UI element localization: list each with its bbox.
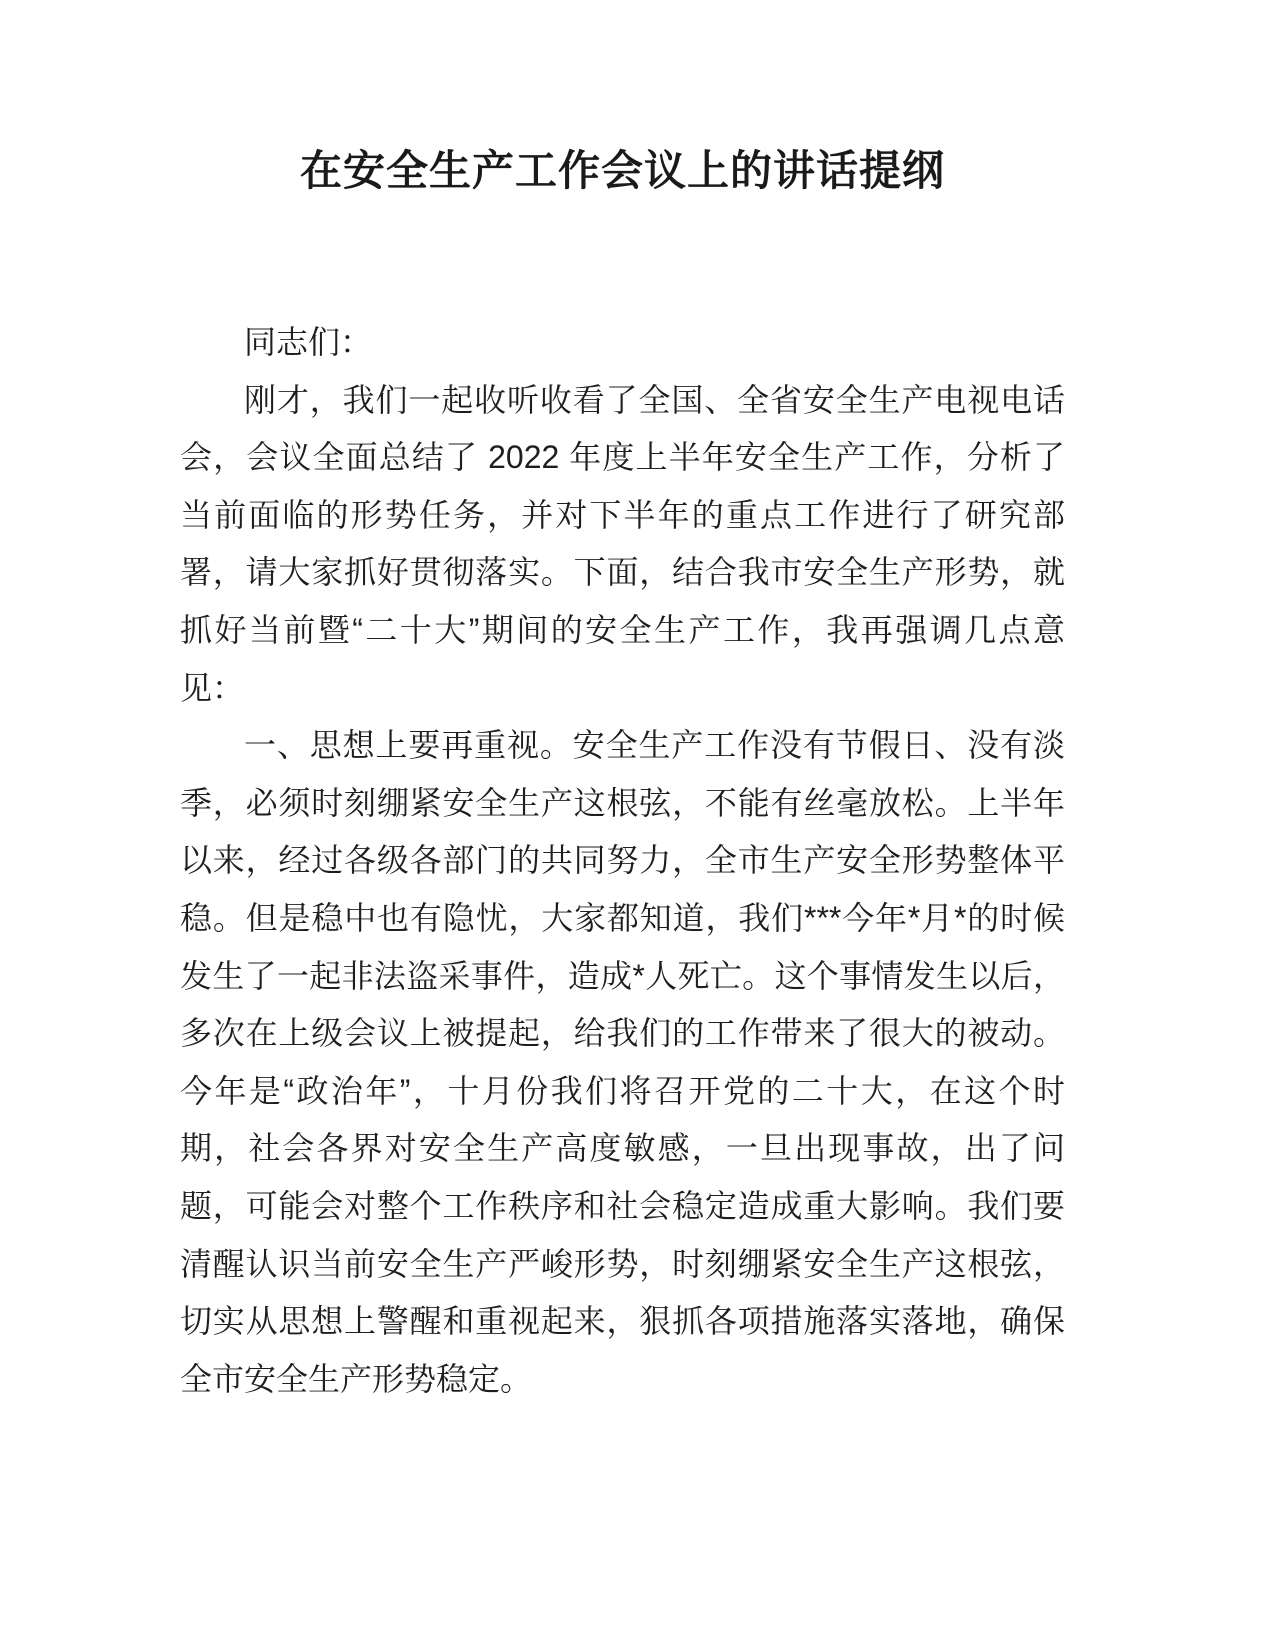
document-body: [180, 314, 1065, 1408]
document-title: 在安全生产工作会议上的讲话提纲: [299, 147, 945, 194]
paragraph-salutation: 同志们：: [244, 324, 373, 360]
paragraph-point-one: 一、思想上要再重视。安全生产工作没有节假日、没有淡季，必须时刻绷紧安全生产这根弦，不能有丝毫放松。上半年以来，经过各级各部门的共同努力，全市生产安全形势整体平稳。但是稳中也有隐忧，大家都知道，我们***今年*月*的时候发生了一起非法盗采事件，造成*人死亡。这个事情发生以后，多次在上级会议上被提起，给我们的工作带来了很大的被动。今年是“政治年”，十月份我们将召开党的二十大，在这个时期，社会各界对安全生产高度敏感，一旦出现事故，出了问题，可能会对整个工作秩序和社会稳定造成重大影响。我们要清醒认识当前安全生产严峻形势，时刻绷紧安全生产这根弦，切实从思想上警醒和重视起来，狠抓各项措施落实落地，确保全市安全生产形势稳定。: [180, 727, 1065, 1397]
paragraph-intro: 刚才，我们一起收听收看了全国、全省安全生产电视电话会，会议全面总结了 2022 年度上半年安全生产工作，分析了当前面临的形势任务，并对下半年的重点工作进行了研究部署，请大家抓好贯彻落实。下面，结合我市安全生产形势，就抓好当前暨“二十大”期间的安全生产工作，我再强调几点意见：: [180, 381, 1065, 706]
